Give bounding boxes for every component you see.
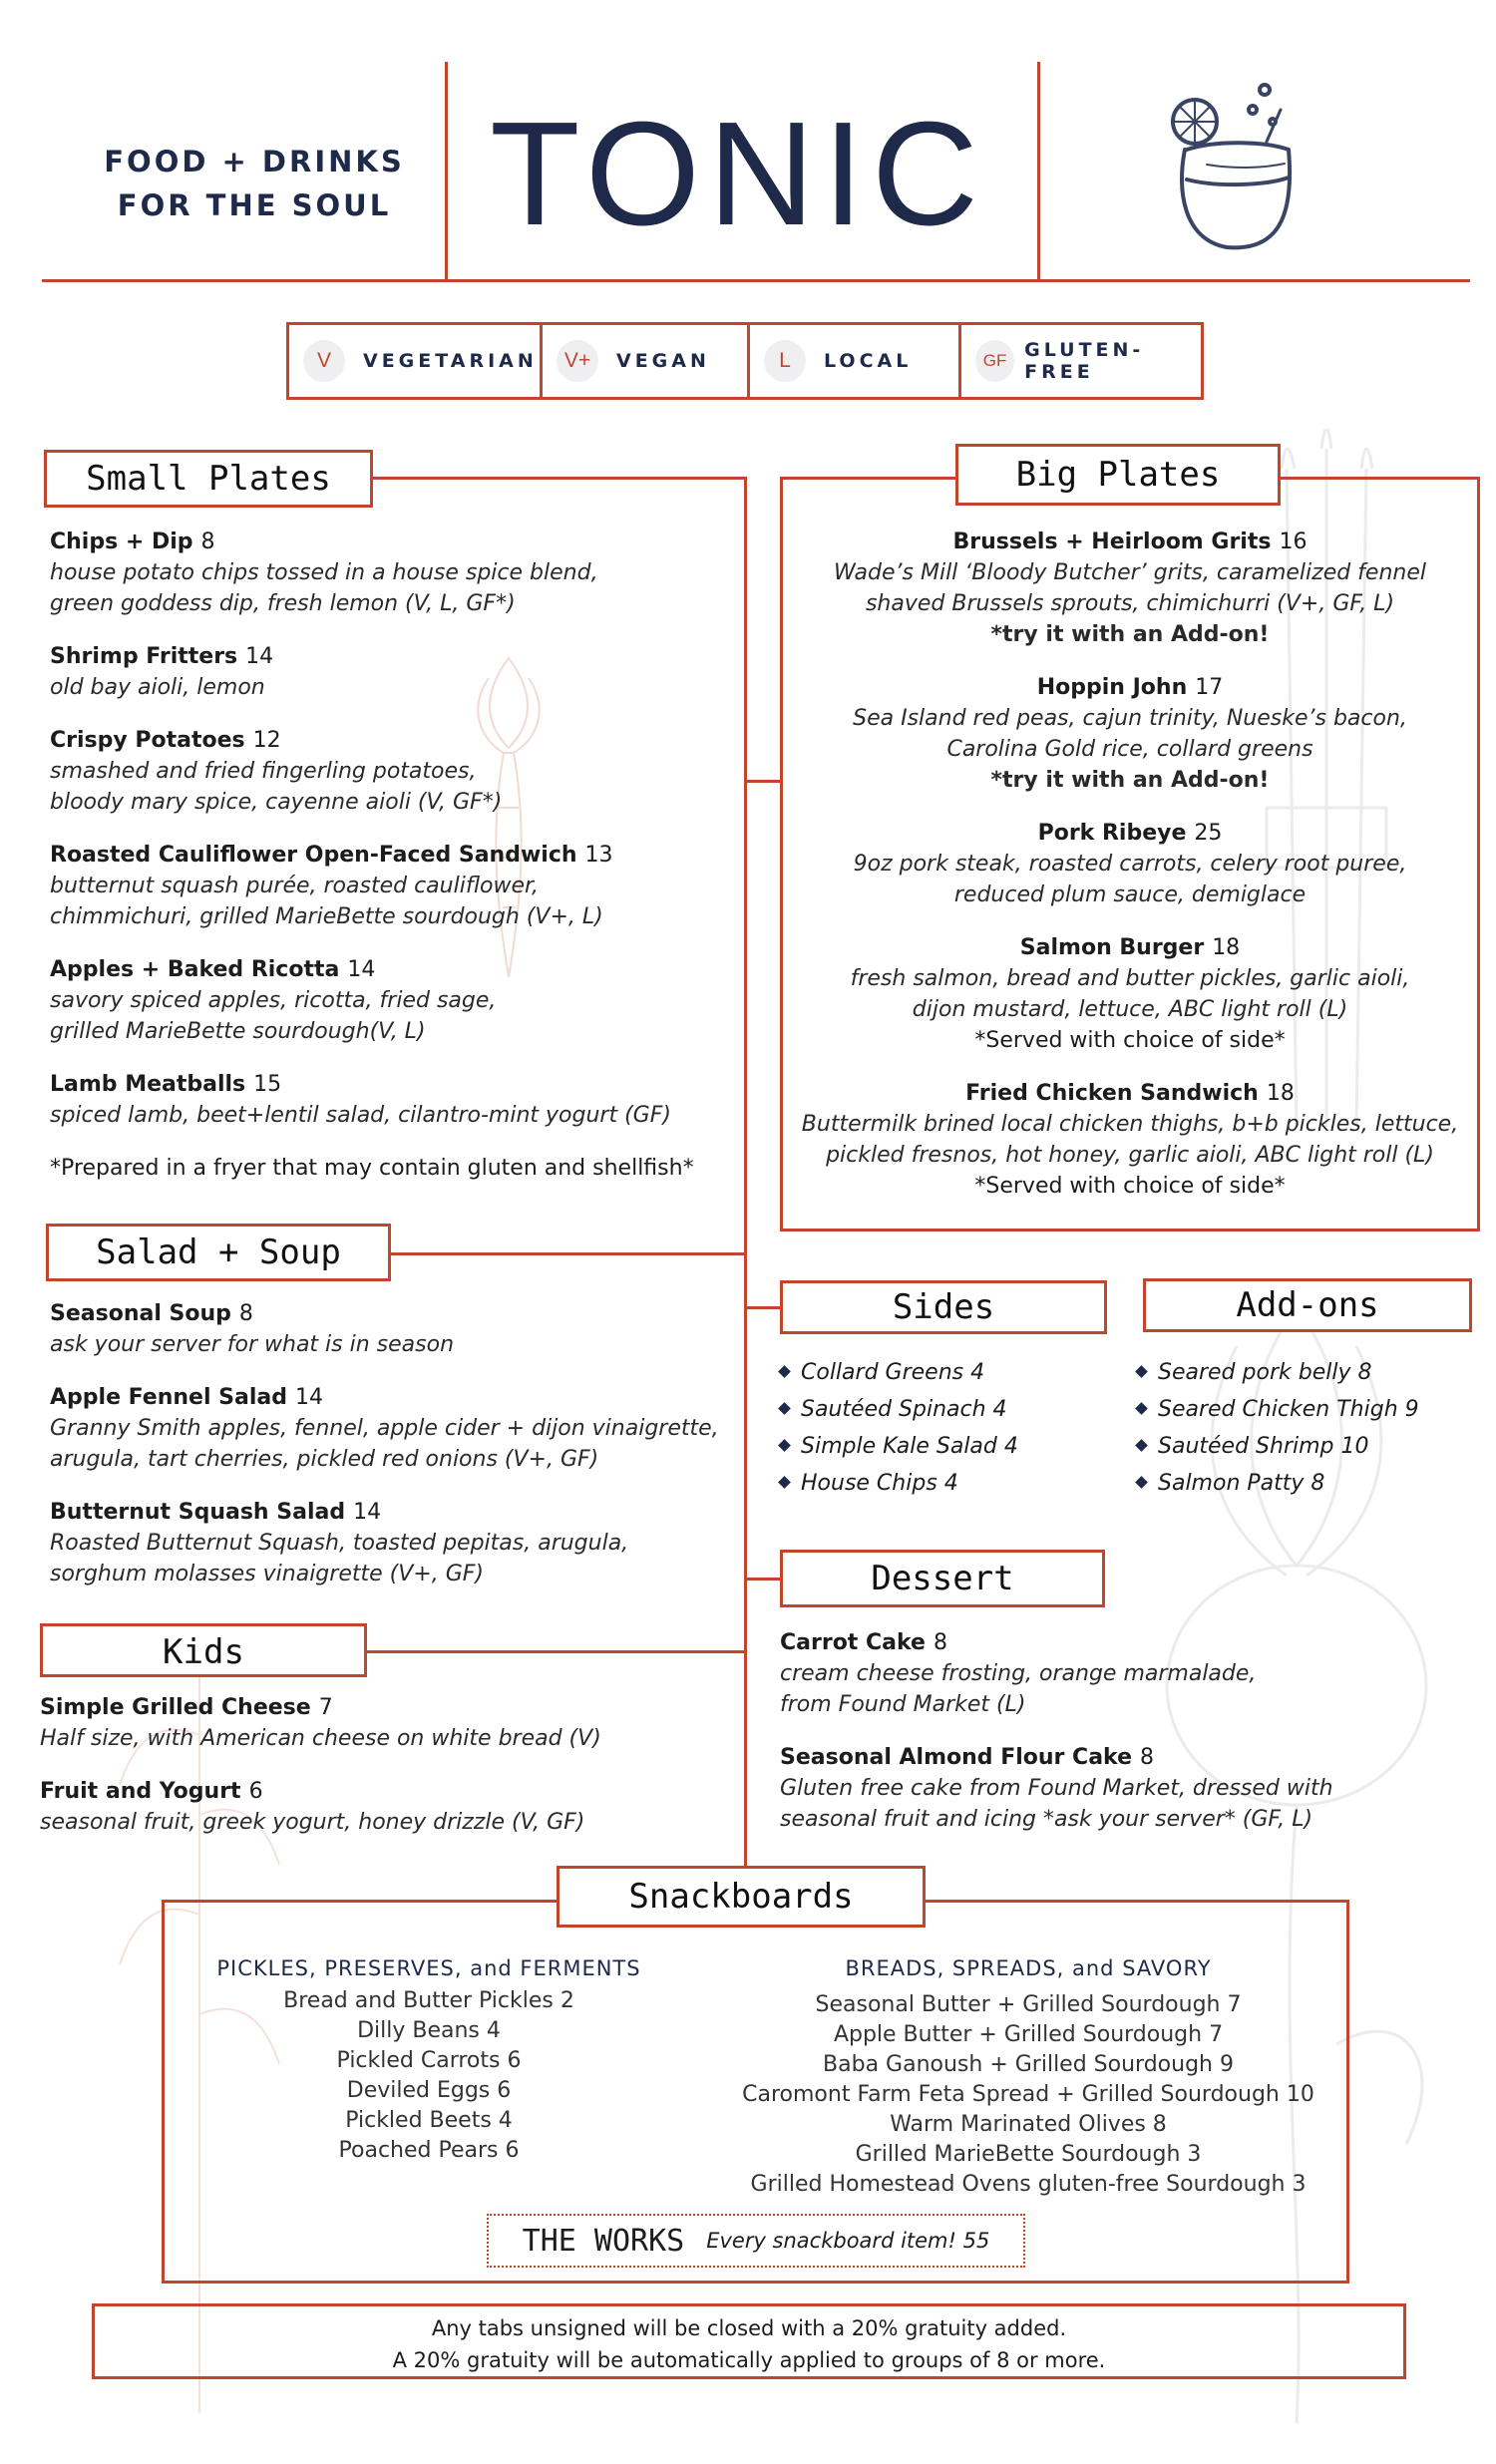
side-item — [780, 1354, 1139, 1391]
menu-item — [783, 932, 1477, 1056]
item-desc: savory spiced apples, ricotta, fried sage, — [50, 988, 497, 1013]
menu-item — [783, 527, 1477, 650]
item-desc: from Found Market (L) — [780, 1692, 1026, 1717]
item-desc: bloody mary spice, cayenne aioli (V, GF*) — [50, 790, 503, 815]
fryer-note: *Prepared in a fryer that may contain gluten and shellfish* — [50, 1156, 694, 1181]
addon-label: Seared Chicken Thigh 9 — [1158, 1397, 1419, 1422]
item-price: 17 — [1195, 675, 1224, 700]
addons-list — [1137, 1354, 1476, 1502]
item-price: 8 — [1140, 1745, 1155, 1770]
item-price: 16 — [1279, 529, 1308, 554]
item-desc: shaved Brussels sprouts, chimichurri (V+, GF, L) — [865, 591, 1395, 616]
small-plates-title: Small Plates — [44, 450, 373, 508]
side-item — [780, 1428, 1139, 1465]
item-name: Shrimp Fritters — [50, 644, 238, 669]
item-price: 8 — [200, 529, 215, 554]
kids-connector — [367, 1650, 745, 1653]
item-price: 14 — [294, 1385, 323, 1410]
menu-item — [40, 1692, 738, 1754]
item-name: Fried Chicken Sandwich — [965, 1081, 1259, 1106]
item-desc: Wade’s Mill ‘Bloody Butcher’ grits, caramelized fennel — [834, 560, 1426, 585]
side-note: *Served with choice of side* — [974, 1174, 1286, 1199]
menu-item — [783, 1078, 1477, 1202]
item-desc: green goddess dip, fresh lemon (V, L, GF*) — [50, 591, 516, 616]
diamond-bullet-icon — [1135, 1439, 1148, 1452]
small-plates-connector — [373, 477, 745, 480]
snack-item: Apple Butter + Grilled Sourdough 7 — [833, 2022, 1224, 2047]
item-desc: spiced lamb, beet+lentil salad, cilantro-mint yogurt (GF) — [50, 1103, 671, 1128]
item-price: 8 — [933, 1630, 947, 1655]
snack-item: Warm Marinated Olives 8 — [890, 2112, 1167, 2137]
menu-item — [780, 1742, 1478, 1835]
salad-soup-list — [50, 1298, 748, 1611]
side-label: Sautéed Spinach 4 — [801, 1397, 1007, 1422]
menu-item — [40, 1776, 738, 1838]
item-desc: Granny Smith apples, fennel, apple cider + dijon vinaigrette, — [50, 1416, 719, 1441]
the-works-box — [487, 2214, 1025, 2268]
snack-item: Poached Pears 6 — [338, 2138, 520, 2163]
item-name: Apples + Baked Ricotta — [50, 957, 340, 982]
diamond-bullet-icon — [778, 1476, 791, 1489]
item-desc: fresh salmon, bread and butter pickles, garlic aioli, — [850, 966, 1410, 991]
item-name: Seasonal Soup — [50, 1301, 231, 1326]
snackboards-title: Snackboards — [557, 1866, 926, 1928]
snackboards-right — [714, 1956, 1342, 2200]
side-label: House Chips 4 — [801, 1471, 958, 1496]
item-desc: Half size, with American cheese on white bread (V) — [40, 1726, 601, 1751]
item-name: Carrot Cake — [780, 1630, 926, 1655]
addon-label: Seared pork belly 8 — [1158, 1360, 1372, 1385]
snack-item: Baba Ganoush + Grilled Sourdough 9 — [823, 2052, 1234, 2077]
small-plates-list — [50, 527, 748, 1184]
side-label: Collard Greens 4 — [801, 1360, 985, 1385]
item-price: 6 — [248, 1779, 263, 1804]
item-price: 15 — [253, 1072, 282, 1097]
addon-label: Sautéed Shrimp 10 — [1158, 1434, 1369, 1459]
item-desc: reduced plum sauce, demiglace — [953, 882, 1307, 907]
item-name: Brussels + Heirloom Grits — [952, 529, 1272, 554]
diamond-bullet-icon — [778, 1402, 791, 1415]
gratuity-footer — [92, 2303, 1406, 2379]
item-price: 14 — [245, 644, 274, 669]
menu-item — [783, 672, 1477, 796]
snack-item: Seasonal Butter + Grilled Sourdough 7 — [815, 1992, 1242, 2017]
item-name: Hoppin John — [1036, 675, 1188, 700]
item-desc: smashed and fried fingerling potatoes, — [50, 759, 477, 784]
diamond-bullet-icon — [1135, 1402, 1148, 1415]
item-name: Simple Grilled Cheese — [40, 1695, 311, 1720]
footer-line1: Any tabs unsigned will be closed with a 20% gratuity added. — [431, 2316, 1067, 2340]
legend-label: VEGETARIAN — [363, 350, 538, 372]
item-name: Butternut Squash Salad — [50, 1500, 346, 1525]
addon-hint: *try it with an Add-on! — [990, 768, 1270, 793]
item-price: 25 — [1194, 821, 1223, 846]
addon-item — [1137, 1354, 1476, 1391]
sides-title: Sides — [780, 1280, 1107, 1334]
snack-item: Bread and Butter Pickles 2 — [283, 1988, 574, 2013]
tagline-line2: FOR THE SOUL — [117, 188, 392, 222]
item-price: 7 — [318, 1695, 333, 1720]
legend-vegetarian — [289, 325, 543, 397]
item-desc: seasonal fruit and icing *ask your server* (GF, L) — [780, 1807, 1313, 1832]
item-desc: butternut squash purée, roasted cauliflower, — [50, 874, 540, 898]
breads-heading: BREADS, SPREADS, and SAVORY — [845, 1956, 1212, 1980]
item-name: Chips + Dip — [50, 529, 193, 554]
item-name: Crispy Potatoes — [50, 728, 245, 753]
snack-item: Grilled MarieBette Sourdough 3 — [855, 2142, 1202, 2167]
works-desc: Every snackboard item! 55 — [706, 2229, 990, 2253]
tagline — [80, 140, 429, 227]
item-desc: ask your server for what is in season — [50, 1332, 455, 1357]
item-desc: chimmichuri, grilled MarieBette sourdough (V+, L) — [50, 904, 603, 929]
snack-item: Deviled Eggs 6 — [346, 2078, 512, 2103]
addons-title: Add-ons — [1143, 1278, 1472, 1332]
addon-label: Salmon Patty 8 — [1158, 1471, 1325, 1496]
legend-label: VEGAN — [616, 350, 710, 372]
menu-item — [780, 1627, 1478, 1720]
logo: TONIC — [490, 92, 986, 256]
menu-item — [50, 1497, 748, 1589]
item-price: 14 — [347, 957, 376, 982]
item-price: 12 — [252, 728, 281, 753]
addon-item — [1137, 1391, 1476, 1428]
sides-connector — [744, 1306, 780, 1309]
works-title: THE WORKS — [522, 2223, 685, 2259]
item-price: 18 — [1266, 1081, 1295, 1106]
item-desc: grilled MarieBette sourdough(V, L) — [50, 1019, 426, 1044]
kids-list — [40, 1692, 738, 1860]
item-desc: Sea Island red peas, cajun trinity, Nueske’s bacon, — [853, 706, 1407, 731]
item-desc: cream cheese frosting, orange marmalade, — [780, 1661, 1257, 1686]
item-price: 14 — [353, 1500, 382, 1525]
side-item — [780, 1391, 1139, 1428]
big-plates-list — [783, 527, 1477, 1224]
snack-item: Pickled Beets 4 — [345, 2108, 513, 2133]
header-left-divider — [445, 62, 448, 281]
item-desc: Roasted Butternut Squash, toasted pepitas, arugula, — [50, 1531, 629, 1556]
menu-item — [50, 1069, 748, 1131]
item-desc: arugula, tart cherries, pickled red onions (V+, GF) — [50, 1447, 599, 1472]
item-name: Seasonal Almond Flour Cake — [780, 1745, 1133, 1770]
salad-soup-connector — [391, 1252, 745, 1255]
legend-local — [750, 325, 961, 397]
addon-item — [1137, 1465, 1476, 1502]
item-desc: Buttermilk brined local chicken thighs, b+b pickles, lettuce, — [801, 1112, 1459, 1137]
salad-soup-title: Salad + Soup — [46, 1224, 391, 1281]
snack-item: Caromont Farm Feta Spread + Grilled Sourdough 10 — [742, 2082, 1314, 2107]
pickles-heading: PICKLES, PRESERVES, and FERMENTS — [216, 1956, 641, 1980]
legend-vegan — [543, 325, 750, 397]
gluten-free-icon: GF — [975, 340, 1014, 382]
header-right-divider — [1037, 62, 1040, 281]
item-desc: Carolina Gold rice, collard greens — [946, 737, 1313, 762]
header-bottom-rule — [42, 279, 1470, 282]
diamond-bullet-icon — [1135, 1476, 1148, 1489]
item-desc: seasonal fruit, greek yogurt, honey drizzle (V, GF) — [40, 1810, 585, 1835]
item-desc: 9oz pork steak, roasted carrots, celery root puree, — [853, 852, 1407, 877]
dessert-title: Dessert — [780, 1550, 1105, 1607]
item-name: Fruit and Yogurt — [40, 1779, 241, 1804]
menu-item — [50, 840, 748, 932]
item-desc: Gluten free cake from Found Market, dressed with — [780, 1776, 1333, 1801]
addon-hint: *try it with an Add-on! — [990, 622, 1270, 647]
menu-item — [50, 1298, 748, 1360]
tagline-line1: FOOD + DRINKS — [104, 145, 405, 178]
item-name: Roasted Cauliflower Open-Faced Sandwich — [50, 843, 577, 868]
snackboards-left — [189, 1956, 668, 2166]
snack-item: Grilled Homestead Ovens gluten-free Sourdough 3 — [750, 2172, 1307, 2197]
item-price: 8 — [238, 1301, 253, 1326]
side-note: *Served with choice of side* — [974, 1028, 1286, 1053]
diamond-bullet-icon — [778, 1365, 791, 1378]
item-desc: old bay aioli, lemon — [50, 675, 265, 700]
menu-item — [50, 725, 748, 818]
sides-list — [780, 1354, 1139, 1502]
side-item — [780, 1465, 1139, 1502]
menu-item — [50, 527, 748, 619]
tonic-glass-icon — [1157, 70, 1307, 259]
menu-item — [50, 1382, 748, 1475]
menu-item — [50, 641, 748, 703]
item-desc: house potato chips tossed in a house spice blend, — [50, 560, 598, 585]
item-desc: dijon mustard, lettuce, ABC light roll (L) — [912, 997, 1348, 1022]
side-label: Simple Kale Salad 4 — [801, 1434, 1018, 1459]
kids-title: Kids — [40, 1623, 367, 1677]
dietary-legend — [286, 322, 1204, 400]
legend-label: LOCAL — [824, 350, 913, 372]
snack-item: Pickled Carrots 6 — [336, 2048, 522, 2073]
legend-gluten-free — [961, 325, 1201, 397]
item-name: Pork Ribeye — [1037, 821, 1187, 846]
item-name: Salmon Burger — [1019, 935, 1205, 960]
menu-item — [50, 954, 748, 1047]
item-desc: pickled fresnos, hot honey, garlic aioli, ABC light roll (L) — [826, 1143, 1434, 1168]
legend-label: GLUTEN-FREE — [1024, 339, 1145, 383]
addon-item — [1137, 1428, 1476, 1465]
item-name: Lamb Meatballs — [50, 1072, 246, 1097]
vegetarian-icon: V — [303, 340, 345, 382]
item-price: 18 — [1212, 935, 1241, 960]
big-plates-connector — [744, 780, 780, 783]
item-desc: sorghum molasses vinaigrette (V+, GF) — [50, 1562, 484, 1586]
menu-item — [783, 818, 1477, 910]
item-price: 13 — [584, 843, 613, 868]
dessert-list — [780, 1627, 1478, 1857]
vegan-icon: V+ — [557, 340, 598, 382]
dessert-connector — [744, 1578, 780, 1581]
big-plates-title: Big Plates — [955, 444, 1281, 506]
item-name: Apple Fennel Salad — [50, 1385, 287, 1410]
footer-line2: A 20% gratuity will be automatically applied to groups of 8 or more. — [392, 2348, 1106, 2372]
diamond-bullet-icon — [1135, 1365, 1148, 1378]
local-icon: L — [764, 340, 806, 382]
snack-item: Dilly Beans 4 — [357, 2018, 501, 2043]
diamond-bullet-icon — [778, 1439, 791, 1452]
